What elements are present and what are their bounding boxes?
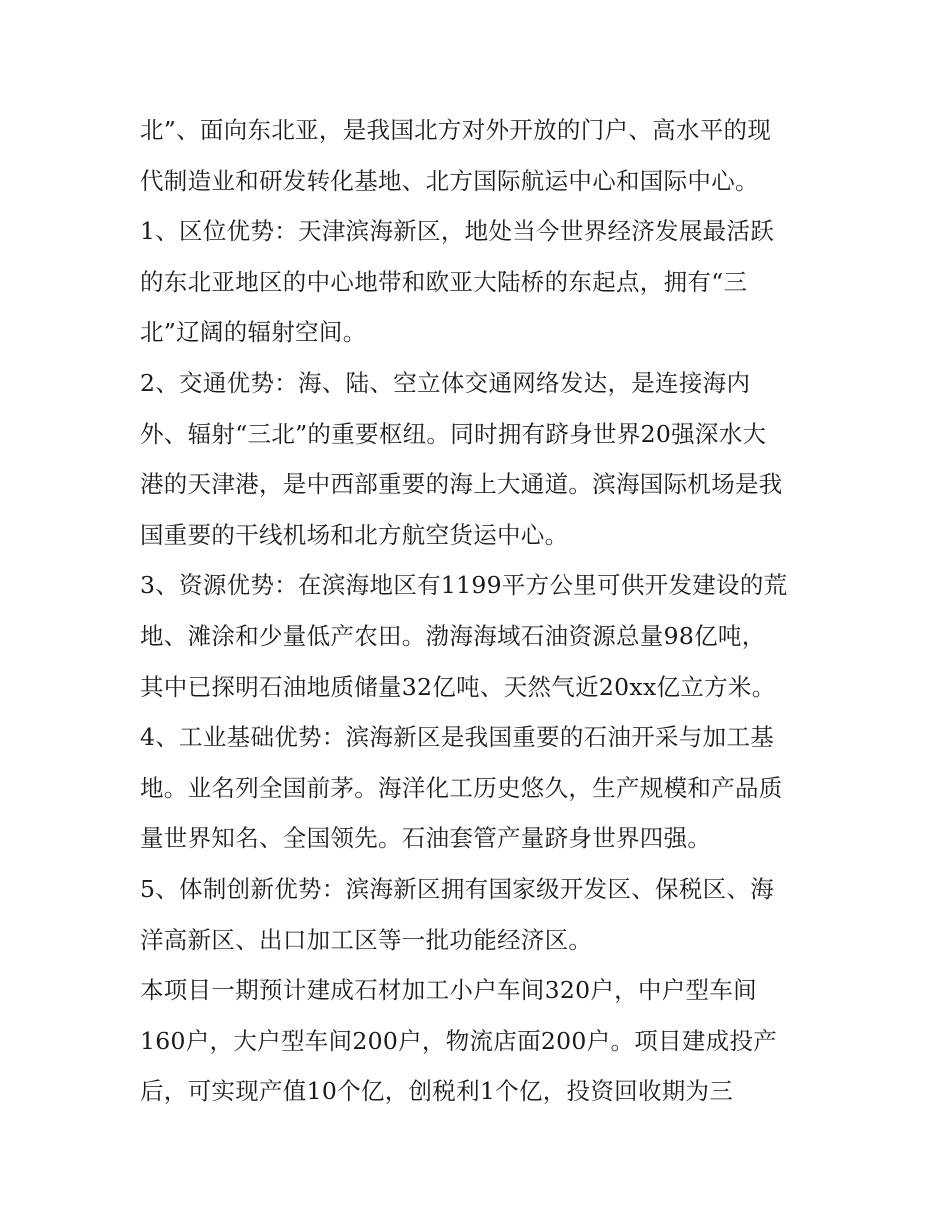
text-line: 2、交通优势：海、陆、空立体交通网络发达，是连接海内 bbox=[140, 368, 751, 397]
text-line: 4、工业基础优势：滨海新区是我国重要的石油开采与加工基 bbox=[140, 723, 775, 752]
text-line: 代制造业和研发转化基地、北方国际航运中心和国际中心。 bbox=[140, 166, 759, 195]
text-line: 量世界知名、全国领先。石油套管产量跻身世界四强。 bbox=[140, 824, 712, 853]
text-line: 3、资源优势：在滨海地区有1199平方公里可供开发建设的荒 bbox=[140, 571, 788, 600]
text-line: 本项目一期预计建成石材加工小户车间320户，中户型车间 bbox=[140, 976, 757, 1005]
text-line: 地。业名列全国前茅。海洋化工历史悠久，生产规模和产品质 bbox=[140, 773, 783, 802]
text-line: 北”、面向东北亚，是我国北方对外开放的门户、高水平的现 bbox=[140, 116, 772, 144]
text-line: 的东北亚地区的中心地带和欧亚大陆桥的东起点，拥有“三 bbox=[140, 267, 748, 296]
text-line: 洋高新区、出口加工区等一批功能经济区。 bbox=[140, 925, 593, 954]
text-line: 北”辽阔的辐射空间。 bbox=[140, 318, 367, 347]
text-line: 港的天津港，是中西部重要的海上大通道。滨海国际机场是我 bbox=[140, 470, 783, 499]
text-line: 160户，大户型车间200户，物流店面200户。项目建成投产 bbox=[140, 1026, 778, 1055]
text-line: 地、滩涂和少量低产农田。渤海海域石油资源总量98亿吨， bbox=[140, 621, 766, 650]
text-line: 后，可实现产值10个亿，创税利1个亿，投资回收期为三 bbox=[140, 1077, 734, 1106]
document-body bbox=[140, 105, 840, 1117]
text-line: 1、区位优势：天津滨海新区，地处当今世界经济发展最活跃 bbox=[140, 217, 775, 246]
text-line: 5、体制创新优势：滨海新区拥有国家级开发区、保税区、海 bbox=[140, 874, 775, 903]
text-line: 其中已探明石油地质储量32亿吨、天然气近20xx亿立方米。 bbox=[140, 672, 776, 701]
text-line: 国重要的干线机场和北方航空货运中心。 bbox=[140, 520, 569, 549]
text-line: 外、辐射“三北”的重要枢纽。同时拥有跻身世界20强深水大 bbox=[140, 419, 767, 448]
